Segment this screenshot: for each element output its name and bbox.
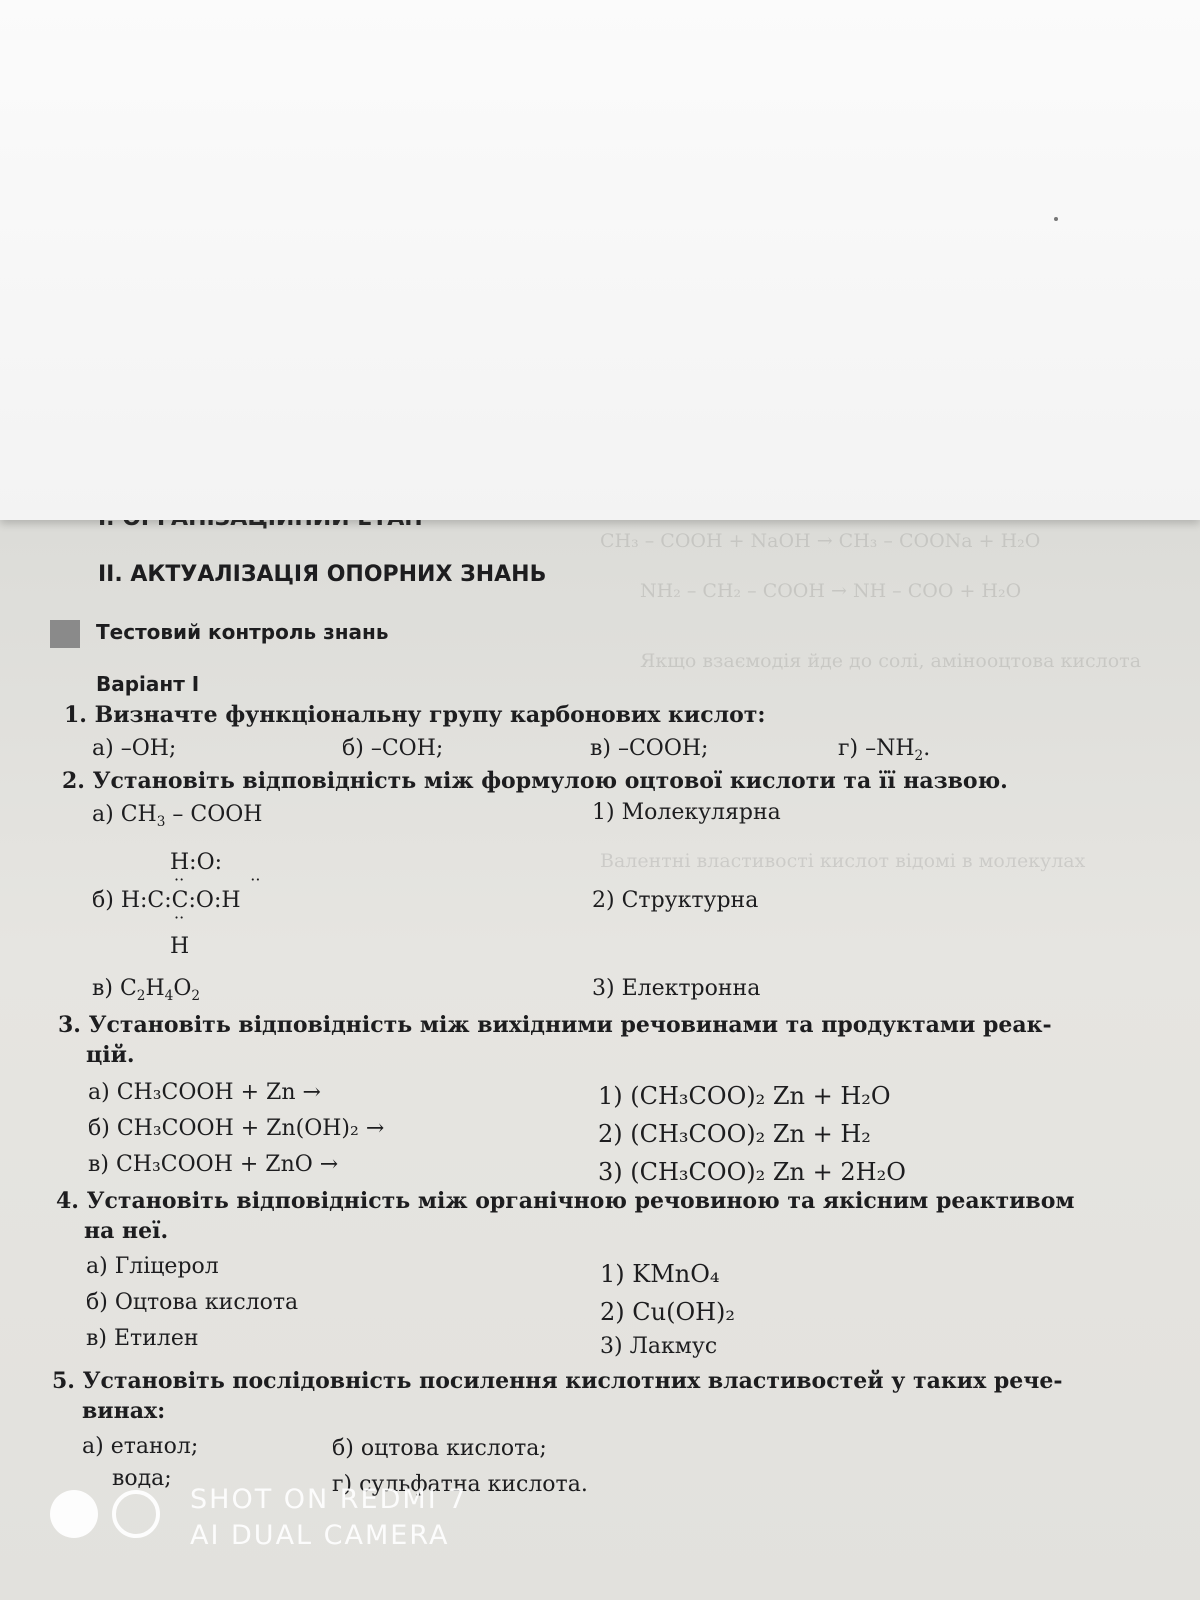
test-title: Тестовий контроль знань (96, 620, 389, 644)
bleed-through-text: NH₂ – CH₂ – COOH → NH – COO + H₂O (640, 580, 1022, 602)
q2-name-2: 2) Структурна (592, 888, 759, 913)
question-1-text: 1. Визначте функціональну групу карбонових кислот: (64, 702, 766, 728)
q5-option-c: вода; (112, 1466, 172, 1491)
q2-electron-top: H:O: (170, 850, 223, 875)
bleed-through-text: CH₃ – COOH + NaOH → CH₃ – COONa + H₂O (600, 530, 1041, 552)
q5-option-b: б) оцтова кислота; (332, 1436, 547, 1461)
q4-left-b: б) Оцтова кислота (86, 1290, 299, 1315)
q3-left-b: б) CH₃COOH + Zn(OH)₂ → (88, 1116, 385, 1141)
worksheet-page (0, 520, 1200, 1600)
section-heading-2: ІІ. АКТУАЛІЗАЦІЯ ОПОРНИХ ЗНАНЬ (98, 562, 547, 587)
q2-electron-bottom: H (170, 934, 190, 959)
question-3-text-line2: цій. (86, 1042, 135, 1068)
q3-left-c: в) CH₃COOH + ZnO → (88, 1152, 339, 1177)
q1-option-a: а) –OH; (92, 736, 177, 761)
q5-option-a: а) етанол; (82, 1434, 199, 1459)
q4-right-1: 1) KMnO₄ (600, 1260, 720, 1288)
q4-right-2: 2) Cu(OH)₂ (600, 1298, 736, 1326)
q2-electron-dots: ·· ·· (174, 870, 261, 889)
variant-label: Варіант І (96, 672, 200, 696)
bleed-through-text: Якщо взаємодія йде до солі, амінооцтова кислота (640, 650, 1142, 672)
q2-formula-b: б) H:C:C:O:H (92, 888, 241, 913)
q3-right-2: 2) (CH₃COO)₂ Zn + H₂ (598, 1120, 871, 1148)
bleed-through-text: Валентні властивості кислот відомі в молекулах (600, 850, 1086, 872)
q2-electron-dots-lower: ·· (174, 908, 185, 927)
q3-left-a: а) CH₃COOH + Zn → (88, 1080, 321, 1105)
q4-left-c: в) Етилен (86, 1326, 199, 1351)
question-4-text-line1: 4. Установіть відповідність між органічною речовиною та якісним реактивом (56, 1188, 1075, 1214)
q3-right-1: 1) (CH₃COO)₂ Zn + H₂O (598, 1082, 891, 1110)
camera-watermark-dot-icon (50, 1490, 98, 1538)
q2-name-1: 1) Молекулярна (592, 800, 781, 825)
question-5-text-line1: 5. Установіть послідовність посилення кислотних властивостей у таких рече- (52, 1368, 1063, 1394)
q1-option-c: в) –COOH; (590, 736, 709, 761)
section-marker-square (50, 620, 80, 648)
q4-right-3: 3) Лакмус (600, 1334, 718, 1359)
q3-right-3: 3) (CH₃COO)₂ Zn + 2H₂O (598, 1158, 906, 1186)
paper-speck (1054, 217, 1058, 221)
overlapping-paper-sheet (0, 0, 1200, 520)
q2-name-3: 3) Електронна (592, 976, 761, 1001)
q2-formula-a: а) $CH_3$ – COOH (92, 802, 263, 830)
question-3-text-line1: 3. Установіть відповідність між вихідними речовинами та продуктами реак- (58, 1012, 1052, 1038)
camera-watermark-line1: SHOT ON REDMI 7 (190, 1484, 468, 1515)
q5-option-d: г) сульфатна кислота. (332, 1472, 588, 1497)
question-4-text-line2: на неї. (84, 1218, 169, 1244)
q2-formula-c: в) $C_2H_4O_2$ (92, 976, 201, 1004)
q1-option-d: г) $-NH_2$. (838, 736, 931, 764)
question-5-text-line2: винах: (82, 1398, 166, 1424)
camera-watermark-line2: AI DUAL CAMERA (190, 1520, 450, 1551)
camera-watermark-ring-icon (112, 1490, 160, 1538)
question-2-text: 2. Установіть відповідність між формулою оцтової кислоти та її назвою. (62, 768, 1008, 794)
q4-left-a: а) Гліцерол (86, 1254, 219, 1279)
q1-option-b: б) –COH; (342, 736, 444, 761)
